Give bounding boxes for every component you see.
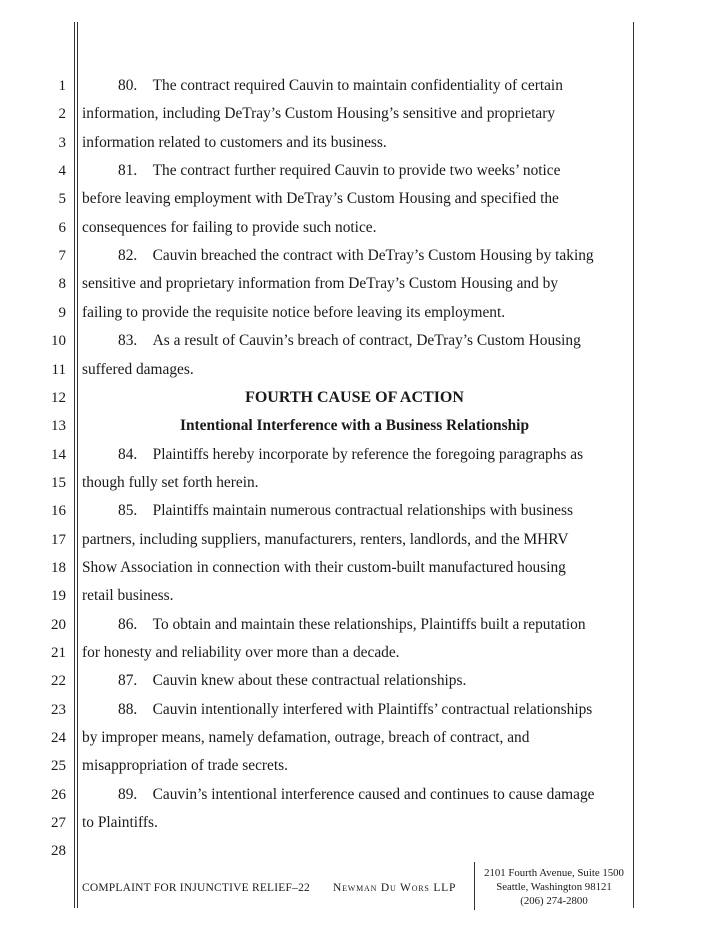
line-number: 14 [51, 447, 66, 463]
line-number: 5 [58, 191, 66, 207]
body-text-line: 85. Plaintiffs maintain numerous contractual relationships with business [118, 502, 573, 519]
section-heading: FOURTH CAUSE OF ACTION [245, 389, 464, 406]
body-text-line: though fully set forth herein. [82, 474, 259, 491]
line-number: 22 [51, 673, 66, 689]
line-number: 9 [58, 305, 66, 321]
body-text-line: 86. To obtain and maintain these relationships, Plaintiffs built a reputation [118, 616, 586, 633]
body-text-line: to Plaintiffs. [82, 814, 158, 831]
right-margin-rule [633, 22, 634, 908]
footer-address-line-1: 2101 Fourth Avenue, Suite 1500 [484, 867, 624, 879]
line-number: 4 [58, 163, 66, 179]
footer-divider [474, 862, 475, 910]
line-number: 12 [51, 390, 66, 406]
body-text-line: 80. The contract required Cauvin to maintain confidentiality of certain [118, 77, 563, 94]
body-text-line: 83. As a result of Cauvin’s breach of contract, DeTray’s Custom Housing [118, 332, 581, 349]
line-number: 26 [51, 787, 66, 803]
body-text-line: failing to provide the requisite notice before leaving its employment. [82, 304, 506, 321]
line-number: 27 [51, 815, 66, 831]
left-margin-rule-inner [77, 22, 78, 908]
line-number: 6 [58, 220, 66, 236]
line-number: 17 [51, 532, 66, 548]
line-number: 25 [51, 758, 66, 774]
body-text-line: partners, including suppliers, manufacturers, renters, landlords, and the MHRV [82, 531, 569, 548]
line-number: 19 [51, 588, 66, 604]
body-text-line: retail business. [82, 587, 174, 604]
footer-address-line-2: Seattle, Washington 98121 [496, 881, 612, 893]
body-text-line: information related to customers and its business. [82, 134, 387, 151]
body-text-line: 89. Cauvin’s intentional interference caused and continues to cause damage [118, 786, 595, 803]
line-number: 15 [51, 475, 66, 491]
body-text-line: for honesty and reliability over more than a decade. [82, 644, 400, 661]
line-number: 23 [51, 702, 66, 718]
body-text-line: information, including DeTray’s Custom Housing’s sensitive and proprietary [82, 105, 556, 122]
line-number: 28 [51, 843, 66, 859]
section-heading: Intentional Interference with a Business Relationship [179, 417, 530, 434]
body-text-line: sensitive and proprietary information from DeTray’s Custom Housing and by [82, 275, 559, 292]
left-margin-rule-outer [74, 22, 75, 908]
footer-phone: (206) 274-2800 [520, 895, 588, 907]
footer-document-title: COMPLAINT FOR INJUNCTIVE RELIEF–22 [82, 882, 310, 894]
line-number: 3 [58, 135, 66, 151]
line-number: 20 [51, 617, 66, 633]
body-text-line: consequences for failing to provide such notice. [82, 219, 377, 236]
body-text-line: 87. Cauvin knew about these contractual relationships. [118, 672, 467, 689]
line-number: 8 [58, 276, 66, 292]
body-text-line: Show Association in connection with their custom-built manufactured housing [82, 559, 566, 576]
line-number: 7 [58, 248, 66, 264]
body-text-line [82, 841, 627, 861]
line-number: 11 [51, 362, 66, 378]
line-number: 21 [51, 645, 66, 661]
body-text-line: by improper means, namely defamation, outrage, breach of contract, and [82, 729, 530, 746]
footer-address-block [478, 866, 630, 908]
body-text-line: 88. Cauvin intentionally interfered with Plaintiffs’ contractual relationships [118, 701, 593, 718]
line-number: 10 [51, 333, 66, 349]
line-number: 13 [51, 418, 66, 434]
line-number: 24 [51, 730, 66, 746]
body-text-line: suffered damages. [82, 361, 194, 378]
body-text-line: before leaving employment with DeTray’s Custom Housing and specified the [82, 190, 559, 207]
line-number: 1 [58, 78, 66, 94]
footer-firm-name: Newman Du Wors LLP [333, 882, 457, 894]
line-number: 2 [58, 106, 66, 122]
body-text-line: 81. The contract further required Cauvin to provide two weeks’ notice [118, 162, 561, 179]
body-text-line: 84. Plaintiffs hereby incorporate by reference the foregoing paragraphs as [118, 446, 584, 463]
line-number: 16 [51, 503, 66, 519]
body-text-line: 82. Cauvin breached the contract with DeTray’s Custom Housing by taking [118, 247, 594, 264]
body-text-line: misappropriation of trade secrets. [82, 757, 288, 774]
line-number: 18 [51, 560, 66, 576]
